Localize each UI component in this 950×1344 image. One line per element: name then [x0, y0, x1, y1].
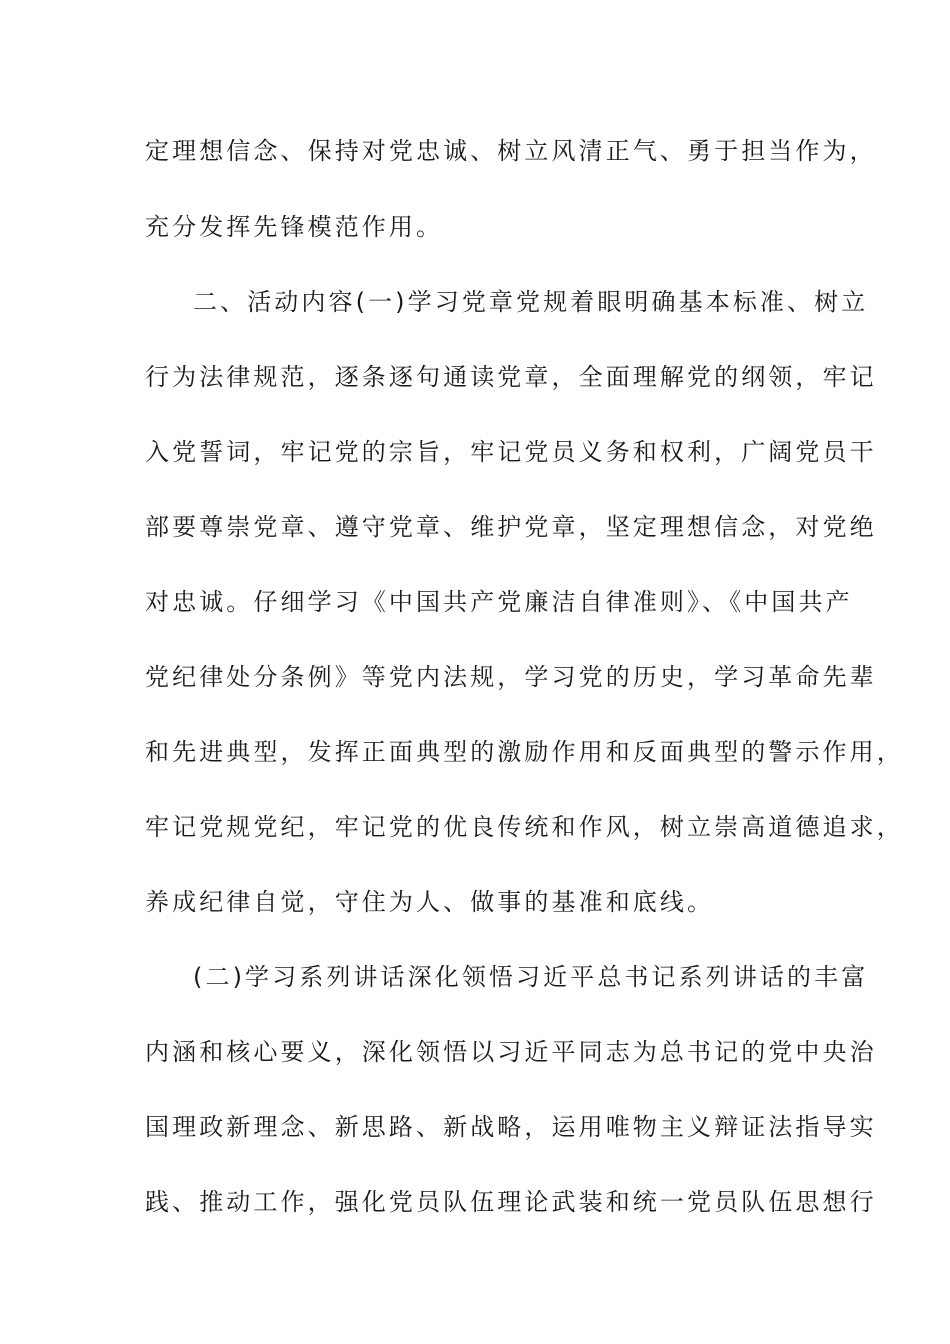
text-line: 行为法律规范，逐条逐句通读党章，全面理解党的纲领，牢记: [145, 363, 877, 391]
text-line: 和先进典型，发挥正面典型的激励作用和反面典型的警示作用，: [145, 738, 904, 766]
text-line: 国理政新理念、新思路、新战略，运用唯物主义辩证法指导实: [145, 1113, 877, 1141]
section-heading-line: 二、活动内容(一)学习党章党规着眼明确基本标准、树立: [193, 288, 869, 316]
text-line: 定理想信念、保持对党忠诚、树立风清正气、勇于担当作为，: [145, 137, 877, 165]
subsection-heading-line: (二)学习系列讲话深化领悟习近平总书记系列讲话的丰富: [193, 963, 869, 991]
text-line: 对忠诚。仔细学习《中国共产党廉洁自律准则》、《中国共产: [145, 588, 853, 616]
text-line: 牢记党规党纪，牢记党的优良传统和作风，树立崇高道德追求，: [145, 813, 904, 841]
text-line: 部要尊崇党章、遵守党章、维护党章，坚定理想信念，对党绝: [145, 513, 877, 541]
text-line: 入党誓词，牢记党的宗旨，牢记党员义务和权利，广阔党员干: [145, 438, 877, 466]
text-line: 内涵和核心要义，深化领悟以习近平同志为总书记的党中央治: [145, 1038, 877, 1066]
text-line: 党纪律处分条例》等党内法规，学习党的历史，学习革命先辈: [145, 663, 877, 691]
text-line: 充分发挥先锋模范作用。: [145, 213, 444, 241]
text-line: 践、推动工作，强化党员队伍理论武装和统一党员队伍思想行: [145, 1188, 877, 1216]
text-line: 养成纪律自觉，守住为人、做事的基准和底线。: [145, 888, 715, 916]
